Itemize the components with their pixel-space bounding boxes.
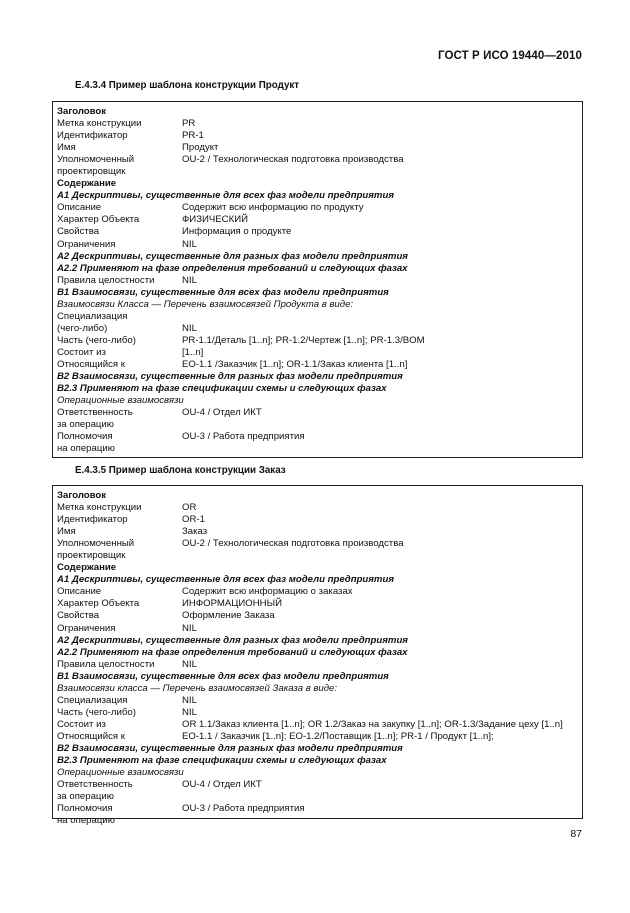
field-value: [1..n]	[182, 346, 204, 358]
field-label: Характер Объекта	[57, 598, 140, 610]
template-box-product	[52, 101, 583, 458]
field-row	[57, 538, 582, 550]
italic-note: Операционные взаимосвязи	[57, 767, 184, 779]
field-label: на операцию	[57, 443, 115, 455]
field-label: Полномочия	[57, 431, 113, 443]
field-value: NIL	[182, 694, 197, 706]
field-label: Часть (чего-либо)	[57, 334, 136, 346]
field-row	[57, 347, 582, 359]
field-row	[57, 407, 582, 419]
field-value: NIL	[182, 274, 197, 286]
field-value: OU-4 / Отдел ИКТ	[182, 779, 262, 791]
field-value: OU-2 / Технологическая подготовка производства	[182, 154, 404, 166]
field-row	[57, 154, 582, 166]
field-value: NIL	[182, 658, 197, 670]
field-label: Характер Объекта	[57, 214, 140, 226]
italic-note: Операционные взаимосвязи	[57, 395, 184, 407]
field-label: Специализация	[57, 310, 128, 322]
field-row	[57, 598, 582, 610]
field-label: проектировщик	[57, 550, 126, 562]
field-label: Специализация	[57, 694, 128, 706]
field-value: Содержит всю информацию о заказах	[182, 586, 353, 598]
field-label: Идентификатор	[57, 130, 128, 142]
field-label: Имя	[57, 526, 76, 538]
field-label: Метка конструкции	[57, 118, 142, 130]
field-value: NIL	[182, 322, 197, 334]
field-label: Свойства	[57, 610, 100, 622]
field-value: NIL	[182, 706, 197, 718]
field-row	[57, 610, 582, 622]
field-value: OR 1.1/Заказ клиента [1..n]; OR 1.2/Заказ на закупку [1..n]; OR-1.3/Задание цеху [1..n]	[182, 718, 563, 730]
block-heading: Содержание	[57, 178, 117, 190]
field-value: OR	[182, 502, 197, 514]
field-row	[57, 202, 582, 214]
field-value: Содержит всю информацию по продукту	[182, 202, 364, 214]
field-label: за операцию	[57, 791, 114, 803]
field-row	[57, 275, 582, 287]
field-row	[57, 419, 582, 431]
subsection-heading: A2.2 Применяют на фазе определения требований и следующих фазах	[57, 262, 408, 274]
field-value: Продукт	[182, 142, 219, 154]
field-value: NIL	[182, 622, 197, 634]
field-row	[57, 359, 582, 371]
field-label: Правила целостности	[57, 658, 155, 670]
page-number: 87	[570, 828, 582, 840]
field-label: Правила целостности	[57, 274, 155, 286]
field-row	[57, 707, 582, 719]
field-label: Часть (чего-либо)	[57, 706, 136, 718]
field-row	[57, 130, 582, 142]
field-row	[57, 791, 582, 803]
subsection-heading: B2.3 Применяют на фазе спецификации схемы и следующих фазах	[57, 755, 387, 767]
field-label: Состоит из	[57, 718, 106, 730]
field-row	[57, 815, 582, 827]
field-label: Имя	[57, 142, 76, 154]
subsection-heading: B2 Взаимосвязи, существенные для разных фаз модели предприятия	[57, 742, 403, 754]
field-label: Ответственность	[57, 779, 133, 791]
field-value: EO-1.1 /Заказчик [1..n]; OR-1.1/Заказ клиента [1..n]	[182, 358, 408, 370]
field-label: Относящийся к	[57, 730, 125, 742]
field-row	[57, 623, 582, 635]
subsection-heading: B1 Взаимосвязи, существенные для всех фаз модели предприятия	[57, 670, 389, 682]
field-label: Ограничения	[57, 622, 116, 634]
field-row	[57, 166, 582, 178]
field-row	[57, 118, 582, 130]
field-value: EO-1.1 / Заказчик [1..n]; EO-1.2/Поставщик [1..n]; PR-1 / Продукт [1..n];	[182, 730, 494, 742]
field-label: Полномочия	[57, 803, 113, 815]
field-label: Относящийся к	[57, 358, 125, 370]
field-label: Ответственность	[57, 407, 133, 419]
block-heading: Заголовок	[57, 490, 107, 501]
field-label: (чего-либо)	[57, 322, 108, 334]
field-row	[57, 803, 582, 815]
field-value: PR-1.1/Деталь [1..n]; PR-1.2/Чертеж [1..n]; PR-1.3/BOM	[182, 334, 425, 346]
field-label: Ограничения	[57, 238, 116, 250]
field-row	[57, 550, 582, 562]
field-label: Метка конструкции	[57, 502, 142, 514]
field-row	[57, 142, 582, 154]
field-row	[57, 443, 582, 455]
field-label: Состоит из	[57, 346, 106, 358]
subsection-heading: A2 Дескриптивы, существенные для разных фаз модели предприятия	[57, 634, 408, 646]
field-label: Свойства	[57, 226, 100, 238]
field-row	[57, 335, 582, 347]
field-row	[57, 695, 582, 707]
italic-note: Взаимосвязи класса — Перечень взаимосвязей Заказа в виде:	[57, 682, 338, 694]
subsection-heading: B1 Взаимосвязи, существенные для всех фаз модели предприятия	[57, 286, 389, 298]
field-label: Идентификатор	[57, 514, 128, 526]
subsection-heading: A1 Дескриптивы, существенные для всех фаз модели предприятия	[57, 190, 394, 202]
field-value: ФИЗИЧЕСКИЙ	[182, 214, 248, 226]
field-row	[57, 731, 582, 743]
field-value: Заказ	[182, 526, 208, 538]
field-value: ИНФОРМАЦИОННЫЙ	[182, 598, 282, 610]
subsection-heading: B2 Взаимосвязи, существенные для разных фаз модели предприятия	[57, 371, 403, 383]
field-row	[57, 323, 582, 335]
field-value: NIL	[182, 238, 197, 250]
subsection-heading: A2 Дескриптивы, существенные для разных фаз модели предприятия	[57, 250, 408, 262]
field-value: Информация о продукте	[182, 226, 292, 238]
field-value: PR	[182, 118, 196, 130]
field-label: Описание	[57, 586, 102, 598]
field-row	[57, 239, 582, 251]
field-label: Уполномоченный	[57, 154, 135, 166]
field-row	[57, 502, 582, 514]
field-label: проектировщик	[57, 166, 126, 178]
field-row	[57, 214, 582, 226]
field-row	[57, 226, 582, 238]
field-row	[57, 586, 582, 598]
field-value: OU-3 / Работа предприятия	[182, 431, 305, 443]
field-value: OU-3 / Работа предприятия	[182, 803, 305, 815]
field-row	[57, 526, 582, 538]
field-label: на операцию	[57, 815, 115, 827]
field-row	[57, 719, 582, 731]
field-value: OU-4 / Отдел ИКТ	[182, 407, 262, 419]
field-row	[57, 514, 582, 526]
italic-note: Взаимосвязи Класса — Перечень взаимосвязей Продукта в виде:	[57, 298, 354, 310]
field-label: за операцию	[57, 419, 114, 431]
section-title-order: E.4.3.5 Пример шаблона конструкции Заказ	[75, 465, 286, 476]
field-row	[57, 431, 582, 443]
document-code: ГОСТ Р ИСО 19440—2010	[437, 50, 582, 62]
field-row	[57, 659, 582, 671]
field-label: Уполномоченный	[57, 538, 135, 550]
field-label: Описание	[57, 202, 102, 214]
subsection-heading: A2.2 Применяют на фазе определения требований и следующих фазах	[57, 646, 408, 658]
template-box-order	[52, 485, 583, 827]
section-title-product: E.4.3.4 Пример шаблона конструкции Продукт	[75, 80, 300, 91]
field-row	[57, 311, 582, 323]
field-row	[57, 779, 582, 791]
subsection-heading: A1 Дескриптивы, существенные для всех фаз модели предприятия	[57, 574, 394, 586]
field-value: Оформление Заказа	[182, 610, 275, 622]
field-value: OR-1	[182, 514, 205, 526]
block-heading: Содержание	[57, 562, 117, 574]
field-value: PR-1	[182, 130, 204, 142]
subsection-heading: B2.3 Применяют на фазе спецификации схемы и следующих фазах	[57, 383, 387, 395]
field-value: OU-2 / Технологическая подготовка производства	[182, 538, 404, 550]
block-heading: Заголовок	[57, 106, 107, 117]
